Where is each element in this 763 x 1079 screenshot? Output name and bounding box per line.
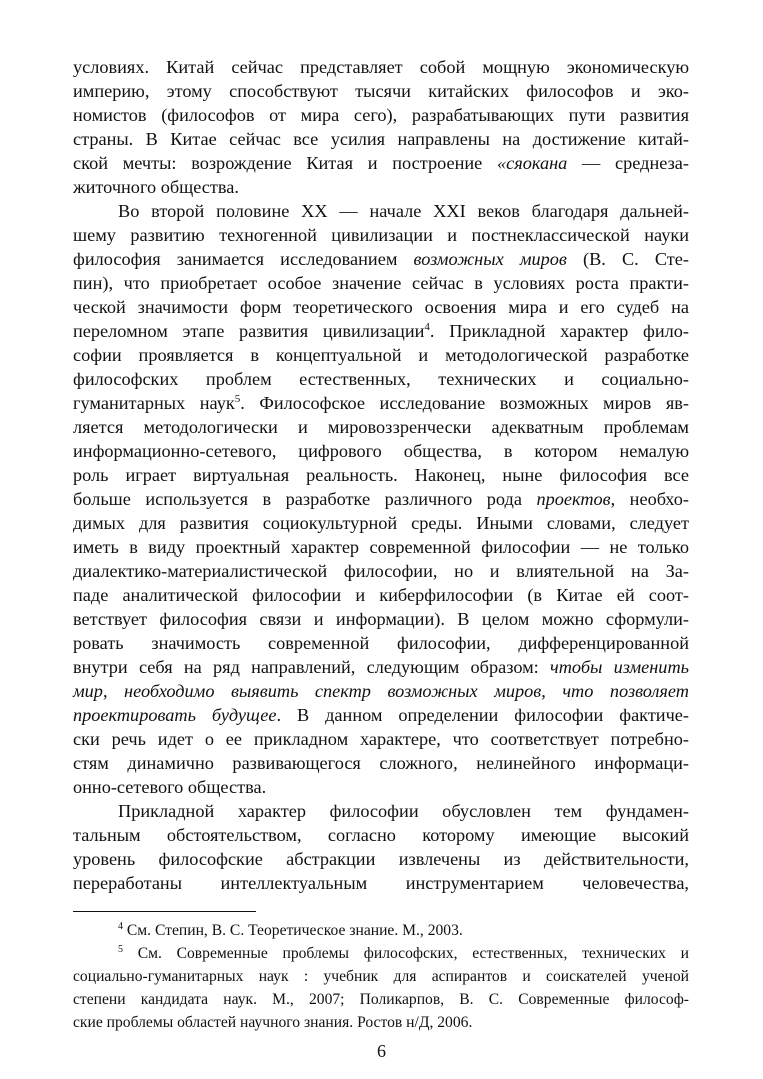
text-line: ветствует философия связи и информации). В целом можно сформули-	[73, 609, 689, 629]
text-line	[73, 152, 689, 175]
text-line	[73, 704, 689, 727]
text-line: страны. В Китае сейчас все усилия направлены на достижение китай-	[73, 129, 689, 149]
page-number: 6	[377, 1041, 386, 1061]
text-line: шему развитию техногенной цивилизации и постнеклассической науки	[73, 225, 689, 245]
text-line: паде аналитической философии и киберфилософии (в Китае ей соот-	[73, 585, 689, 605]
text-line: тальным обстоятельством, согласно которому имеющие высокий	[73, 825, 689, 845]
text-run: ,	[541, 681, 563, 701]
footnote-text: См. Современные проблемы философских, естественных, технических и	[123, 945, 689, 962]
text-line	[73, 488, 689, 511]
text-run: . В данном определении философии фактиче-	[276, 705, 689, 725]
text-run: ,	[102, 681, 125, 701]
text-run: внутри себя на ряд направлений, следующим образом:	[73, 657, 550, 677]
text-line	[73, 320, 689, 343]
text-line: Прикладной характер философии обусловлен тем фундамен-	[118, 801, 689, 821]
footnote-ref-5[interactable]: 5	[234, 393, 241, 405]
text-line: Во второй половине XX — начале XXI веков благодаря дальней-	[118, 201, 689, 221]
footnote-ref-4[interactable]: 4	[424, 321, 430, 333]
text-run: переломном этапе развития цивилизации	[73, 321, 425, 341]
text-line: ровать значимость современной философии, дифференцированной	[73, 633, 689, 653]
text-line: империю, этому способствуют тысячи китайских философов и эко-	[73, 81, 689, 101]
text-line: ски речь идет о ее прикладном характере, что соответствует потребно-	[73, 729, 689, 749]
text-line: пин), что приобретает особое значение сейчас в условиях роста практи-	[73, 273, 689, 293]
text-line	[73, 248, 689, 271]
footnote-separator	[73, 911, 256, 912]
text-run: гуманитарных наук	[73, 393, 235, 413]
italic-term: необходимо выявить спектр возможных миров	[124, 681, 542, 701]
italic-term: мир	[73, 681, 103, 701]
text-line: диалектико-материалистической философии, но и влиятельной на За-	[73, 561, 689, 581]
text-line: информационно-сетевого, цифрового общества, в котором немалую	[73, 441, 689, 461]
text-run: . Прикладной характер фило-	[429, 321, 690, 341]
text-line: ческой значимости форм теоретического освоения мира и его судеб на	[73, 297, 689, 317]
text-line: уровень философские абстракции извлечены из действительности,	[73, 849, 689, 869]
text-run: больше используется в разработке различного рода	[73, 489, 537, 509]
text-run: (В. С. Сте-	[566, 249, 689, 269]
text-line: роль играет виртуальная реальность. Наконец, ныне философия все	[73, 465, 689, 485]
footnote-5	[118, 943, 689, 965]
text-line: димых для развития социокультурной среды. Иными словами, следует	[73, 513, 689, 533]
text-line: стям динамично развивающегося сложного, нелинейного информаци-	[73, 753, 689, 773]
text-line: философских проблем естественных, технических и социально-	[73, 369, 689, 389]
text-line	[73, 392, 689, 415]
text-line: номистов (философов от мира сего), разрабатывающих пути развития	[73, 105, 689, 125]
italic-term: возможных миров	[413, 249, 567, 269]
footnote-mark: 4	[118, 921, 123, 932]
footnote-text: См. Степин, В. С. Теоретическое знание. М., 2003.	[123, 922, 463, 939]
italic-term: проектов	[536, 489, 611, 509]
text-run: — среднеза-	[567, 153, 689, 173]
text-run: , необхо-	[610, 489, 689, 509]
text-line: софии проявляется в концептуальной и методологической разработке	[73, 345, 689, 365]
text-run: философия занимается исследованием	[73, 249, 414, 269]
text-line: онно-сетевого общества.	[73, 777, 267, 797]
footnote-mark: 5	[118, 944, 123, 955]
italic-term: «сяокана	[496, 153, 568, 173]
footnote-line: ские проблемы областей научного знания. Ростов н/Д, 2006.	[73, 1014, 473, 1031]
text-line: условиях. Китай сейчас представляет собой мощную экономическую	[73, 57, 689, 77]
text-run: . Философское исследование возможных миров яв-	[240, 393, 689, 413]
footnote-line: социально-гуманитарных наук : учебник для аспирантов и соискателей ученой	[73, 968, 689, 985]
text-line: переработаны интеллектуальным инструментарием человечества,	[73, 873, 689, 893]
italic-term: проектировать будущее	[73, 705, 277, 725]
footnote-4	[118, 920, 689, 942]
text-line: ляется методологически и мировоззренчески адекватным проблемам	[73, 417, 689, 437]
text-line	[73, 680, 689, 703]
text-line: житочного общества.	[73, 177, 239, 197]
italic-term: чтобы изменить	[550, 657, 689, 677]
italic-term: что позволяет	[562, 681, 689, 701]
text-line: иметь в виду проектный характер современной философии — не только	[73, 537, 689, 557]
footnote-line: степени кандидата наук. М., 2007; Поликарпов, В. С. Современные философ-	[73, 991, 689, 1008]
text-line	[73, 656, 689, 679]
text-run: ской мечты: возрождение Китая и построение	[73, 153, 497, 173]
